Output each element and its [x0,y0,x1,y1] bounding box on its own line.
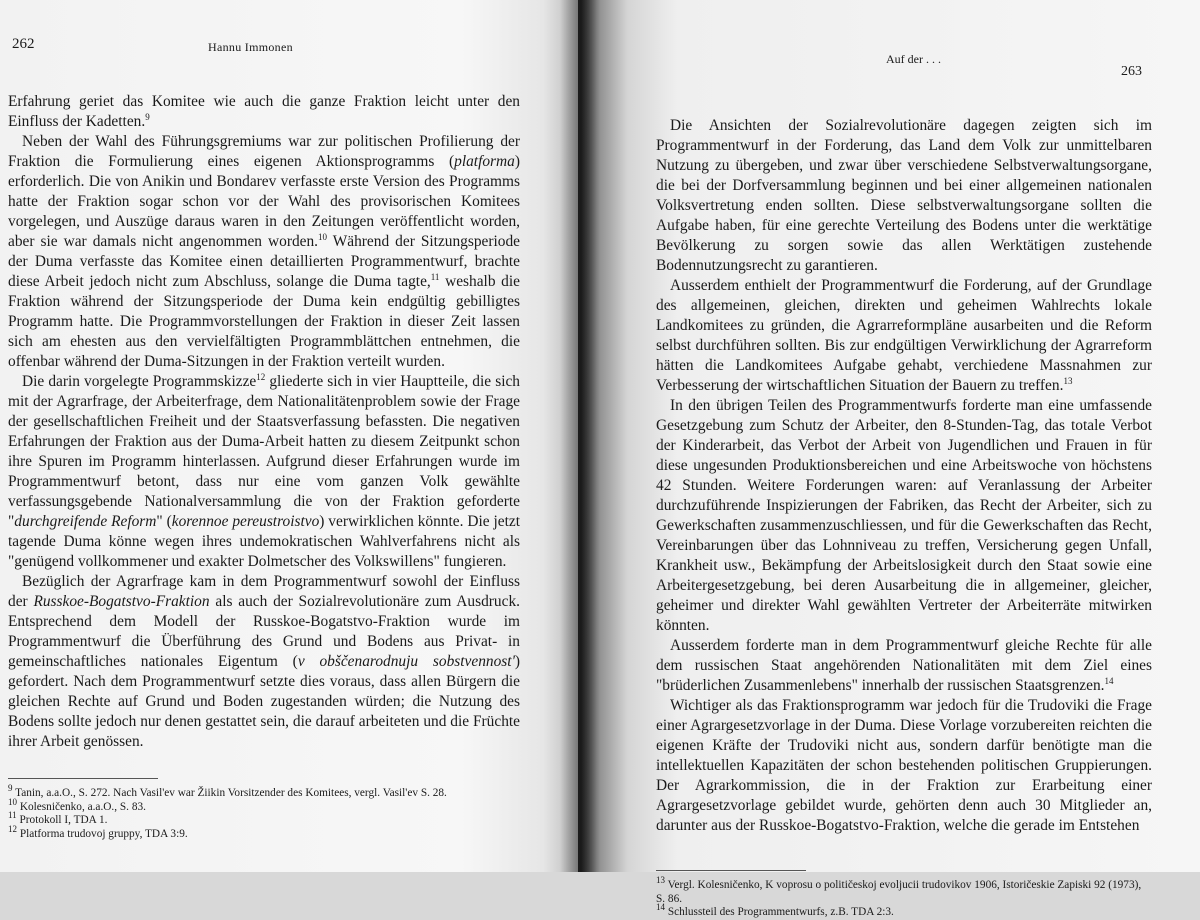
note-reference: 13 [1063,375,1073,386]
text-run: Kolesničenko, a.a.O., S. 83. [17,800,146,813]
text-run: Protokoll I, TDA 1. [16,814,108,826]
text-run: Vergl. Kolesničenko, K voprosu o političeskoj evoljucii trudovikov 1906, Istoričeskie Zapiski 92 (1973), S. 86. [656,879,1142,905]
right-page [578,0,1200,918]
note-reference: 11 [8,810,17,821]
note-reference: 9 [8,783,13,794]
note-reference: 10 [8,796,17,807]
italic-text: v obščenarodnuju sobstvennost' [297,653,515,670]
note-reference: 14 [1104,675,1114,686]
text-run: Die Ansichten der Sozialrevolutionäre dagegen zeigten sich im Programmentwurf in der Forderung, das Land dem Volk zur unmittelbaren Nutzung zu übergeben, und zwar über verschiedene Selbstverwaltungsorgane, die bei der Dorfversammlung beginnen und bei einer allgemeinen nationalen Volksvertretung enden sollten. Diese selbstverwaltungsorgane sollten die Aufgabe haben, für eine gerechte Verteilung des Bodens unter die werktätige Bevölkerung zu sorgen sowie das allen Werktätigen zustehende Bodennutzungsrecht zu garantieren. [656,117,1152,274]
text-run: In den übrigen Teilen des Programmentwurfs forderte man eine umfassende Gesetzgebung zum Schutz der Arbeiter, den 8-Stunden-Tag, das totale Verbot der Kinderarbeit, das Verbot der Arbeit von Jugendlichen und Frauen in für diese ungesunden Produktionsbereichen und eine Arbeitswoche von höchstens 42 Stunden. Weitere Forderungen waren: auf Veranlassung der Arbeiter durchzuführende Inspizierungen der Fabriken, das Recht der Arbeiter, sich zu Gewerkschaften zusammenzuschliessen, und für die Gewerkschaften das Recht, Vereinbarungen über das Lohnniveau zu treffen, Versicherung gegen Unfall, Krankheit usw., Bekämpfung der Arbeitslosigkeit durch den Staat sowie eine Arbeitergesetzgebung, bei deren Ausarbeitung die in allgemeiner, gleicher, geheimer und direkter Wahl gewählten Vertreter der Arbeiterräte mitwirken könnten. [656,397,1152,634]
italic-text: Russkoe-Bogatstvo-Fraktion [33,593,210,610]
text-run: Während der Sitzungsperiode der Duma verfasste das Komitee einen detaillierten Programmentwurf, brachte diese Arbeit jedoch nicht zum Abschluss, solange die Duma tagte, [8,233,520,290]
right-footnote-rule [656,870,806,871]
text-run: ) erforderlich. Die von Anikin und Bondarev verfasste erste Version des Programms hatte der Fraktion sogar schon vor der Wahl des provisorischen Komitees vorgelegen, und Auszüge daraus waren in den Zeitungen veröffentlicht worden, aber sie war damals nicht angenommen worden. [8,153,520,250]
text-run: Platforma trudovoj gruppy, TDA 3:9. [17,827,188,840]
text-run: als auch der Sozialrevolutionäre zum Ausdruck. Entsprechend dem Modell der Russkoe-Bogatstvo-Fraktion wurde im Programmentwurf die Überführung des Grund und Bodens aus Privat- in gemeinschaftliches nationales Eigentum ( [8,593,520,670]
left-running-title: Hannu Immonen [208,40,293,54]
note-reference: 11 [430,271,440,282]
italic-text: korennoe pereustroistvo [171,513,320,530]
note-reference: 10 [318,231,328,242]
text-run: Ausserdem enthielt der Programmentwurf die Forderung, auf der Grundlage des allgemeinen, gleichen, direkten und geheimen Wahlrechts lokale Landkomitees zu gründen, die Agrarreformpläne ausarbeiten und die Reform selbst durchführen sollten. Bis zur endgültigen Verwirklichung der Agrarreform hätten die Landkomitees Aufgabe gehabt, verchiedene Massnahmen zur Verbesserung der wirtschaftlichen Situation der Bauern zu treffen. [656,277,1152,394]
right-running-title: Auf der . . . [886,52,941,66]
text-run: gliederte sich in vier Hauptteile, die sich mit der Agrarfrage, der Arbeiterfrage, dem Nationalitätenproblem sowie der Frage der gesellschaftlichen Freiheit und der Staatsverfassung befassten. Die negativen Erfahrungen der Fraktion aus der Duma-Arbeit hatten zu diesem Zeitpunkt schon ihre Spuren im Programm hinterlassen. Aufgrund dieser Erfahrungen wurde im Programmentwurf betont, dass nur eine vom ganzen Volk gewählte verfassungsgebende Nationalversammlung die von der Fraktion geforderte " [8,373,520,530]
text-run: Die darin vorgelegte Programmskizze [22,373,257,390]
text-run: Erfahrung geriet das Komitee wie auch die ganze Fraktion leicht unter den Einfluss der Kadetten. [8,93,520,130]
left-body-text [8,92,520,752]
footnote [8,783,520,801]
note-reference: 13 [656,875,665,886]
footnote [8,823,520,842]
paragraph [656,636,1152,696]
paragraph [656,116,1152,276]
footnote [8,796,520,815]
text-run: ) verwirklichen könnte. Die jetzt tagende Duma könne wegen ihres undemokratischen Wahlverfahrens nicht als "genügend vollkommener und exakter Dolmetscher des Volkswillens" fungieren. [8,513,520,570]
right-footnotes [656,875,1152,920]
paragraph [8,92,520,132]
footnote [8,810,520,828]
footnote [656,902,1152,920]
paragraph [8,132,520,372]
paragraph [656,696,1152,836]
text-run: ) gefordert. Nach dem Programmentwurf setzte dies voraus, dass allen Bürgern die gleichen Rechte auf Grund und Boden zugestanden würden; die Nutzung des Bodens sollte jedoch nur denen gestattet sein, die darauf arbeiteten und die Früchte ihrer Arbeit genössen. [8,653,520,750]
footnote [656,875,1152,906]
left-page [0,0,578,872]
left-footnotes [8,783,520,841]
left-page-number: 262 [12,36,35,52]
right-body-text [656,116,1152,836]
text-run: Wichtiger als das Fraktionsprogramm war jedoch für die Trudoviki die Frage einer Agrargesetzvorlage in der Duma. Diese Vorlage vorzubereiten reichten die eigenen Kräfte der Trudoviki nicht aus, sondern darfür benötigte man die intellektuellen Kapazitäten der schon bestehenden politischen Gruppierungen. Der Agrarkommission, die in der Fraktion zur Erarbeitung einer Agrargesetzvorlage gebildet wurde, gehörten denn auch 30 Mitglieder an, darunter aus der Russkoe-Bogatstvo-Fraktion, welche die gerade im Entstehen [656,697,1152,834]
text-run: Neben der Wahl des Führungsgremiums war zur politischen Profilierung der Fraktion die Formulierung eines eigenen Aktionsprogramms ( [8,133,520,170]
text-run: Ausserdem forderte man in dem Programmentwurf gleiche Rechte für alle dem russischen Staat angehörenden Nationalitäten mit dem Ziel eines "brüderlichen Zusammenlebens" innerhalb der russischen Staatsgrenzen. [656,637,1152,694]
paragraph [8,372,520,572]
right-page-number: 263 [1121,64,1142,79]
paragraph [656,276,1152,396]
paragraph [656,396,1152,636]
italic-text: platforma [454,153,515,170]
note-reference: 9 [145,111,150,122]
left-running-head [8,36,520,92]
left-footnote-rule [8,778,158,779]
text-run: " ( [156,513,172,530]
note-reference: 14 [656,902,665,913]
text-run: weshalb die Fraktion während der Sitzungsperiode der Duma kein endgültig gebilligtes Programm hatte. Die Programmvorstellungen der Fraktion in dieser Zeit lassen sich am ehesten aus den vervielfältigten Programmblättchen entnehmen, die offenbar während der Duma-Sitzungen in der Fraktion verteilt wurden. [8,273,520,370]
text-run: Tanin, a.a.O., S. 272. Nach Vasil'ev war Žiikin Vorsitzender des Komitees, vergl. Vasil'ev S. 28. [12,787,447,799]
text-run: Schlussteil des Programmentwurfs, z.B. TDA 2:3. [665,906,894,918]
note-reference: 12 [256,371,266,382]
right-running-head [656,48,1152,116]
paragraph [8,572,520,752]
text-run: Bezüglich der Agrarfrage kam in dem Programmentwurf sowohl der Einfluss der [8,573,520,610]
italic-text: durchgreifende Reform [14,513,157,530]
note-reference: 12 [8,823,17,834]
